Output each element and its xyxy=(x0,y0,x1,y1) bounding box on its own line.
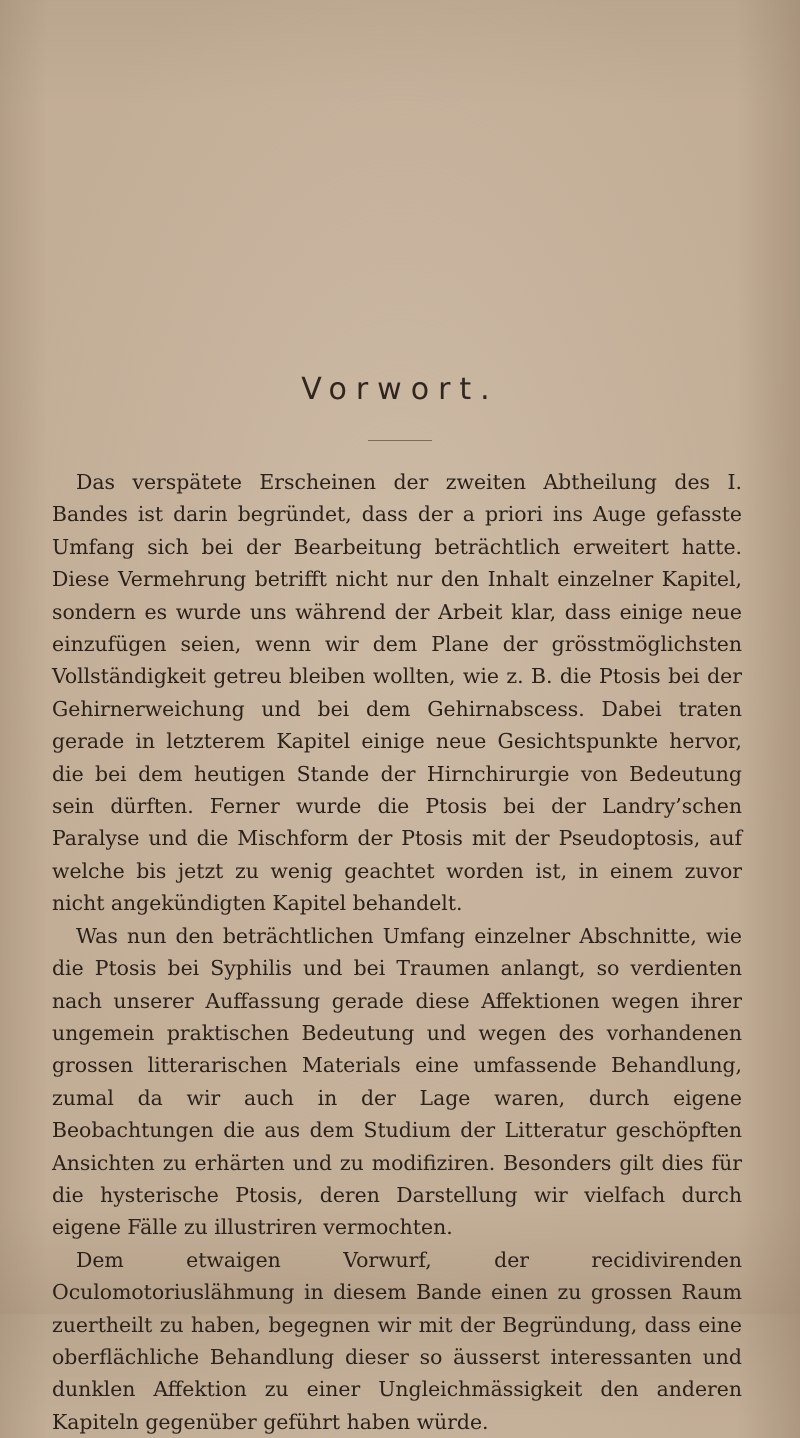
title-divider xyxy=(368,440,432,441)
paragraph-1: Das verspätete Erscheinen der zweiten Abtheilung des I. Bandes ist darin begründet, dass der a priori ins Auge gefasste Umfang sich bei der Bearbeitung beträchtlich erweitert hatte. Diese Vermehrung betrifft nicht nur den Inhalt einzelner Kapitel, sondern es wurde uns während der Arbeit klar, dass einige neue einzufügen seien, wenn wir dem Plane der grösstmöglichsten Vollständigkeit getreu bleiben wollten, wie z. B. die Ptosis bei der Gehirnerweichung und bei dem Gehirnabscess. Dabei traten gerade in letzterem Kapitel einige neue Gesichtspunkte hervor, die bei dem heutigen Stande der Hirnchirurgie von Bedeutung sein dürften. Ferner wurde die Ptosis bei der Landry’schen Paralyse und die Mischform der Ptosis mit der Pseudoptosis, auf welche bis jetzt zu wenig geachtet worden ist, in einem zuvor nicht angekündigten Kapitel behandelt. xyxy=(52,470,742,916)
paragraph-3: Dem etwaigen Vorwurf, der recidivirenden Oculomotoriuslähmung in diesem Bande einen zu grossen Raum zuertheilt zu haben, begegnen wir mit der Begründung, dass eine oberflächliche Behandlung dieser so äusserst interessanten und dunklen Affektion zu einer Ungleichmässigkeit den anderen Kapiteln gegenüber geführt haben würde. xyxy=(52,1247,742,1434)
preface-body xyxy=(52,466,742,1438)
paragraph-2: Was nun den beträchtlichen Umfang einzelner Abschnitte, wie die Ptosis bei Syphilis und bei Traumen anlangt, so verdienten nach unserer Auffassung gerade diese Affektionen wegen ihrer ungemein praktischen Bedeutung und wegen des vorhandenen grossen litterarischen Materials eine umfassende Behandlung, zumal da wir auch in der Lage waren, durch eigene Beobachtungen die aus dem Studium der Litteratur geschöpften Ansichten zu erhärten und zu modifiziren. Besonders gilt dies für die hysterische Ptosis, deren Darstellung wir vielfach durch eigene Fälle zu illustriren vermochten. xyxy=(52,923,742,1240)
page-title: Vorwort. xyxy=(301,372,499,407)
